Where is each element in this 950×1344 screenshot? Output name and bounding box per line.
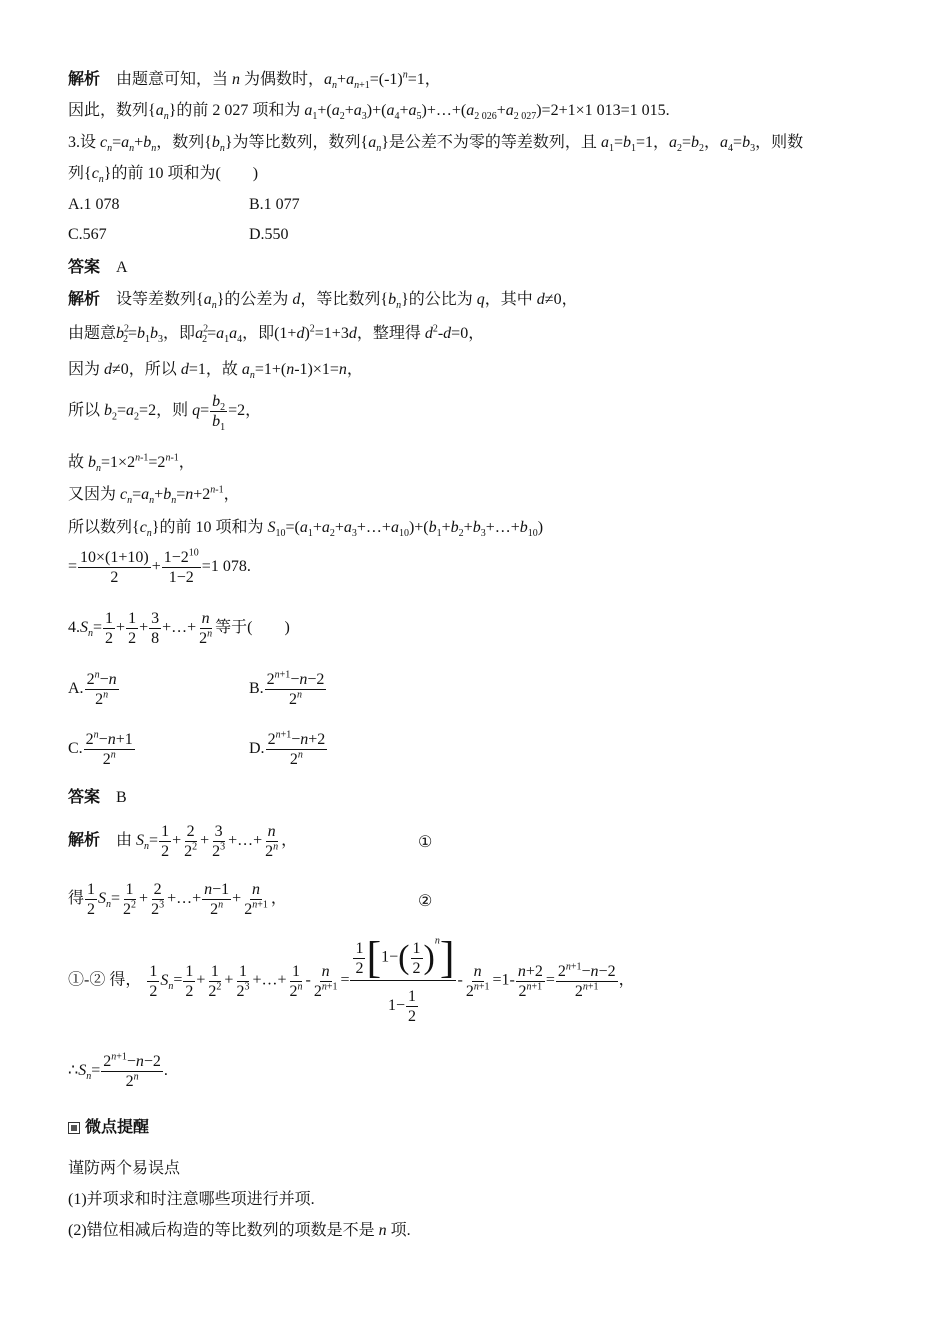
q3-solution-line-4: 所以 $b_2=a_2=2$，则 q= $\frac{b_2}{b_1}$ =2， [68,393,262,434]
answer-label: 答案 [68,789,101,806]
tip-line-2: (1)并项求和时注意哪些项进行并项. [68,1191,315,1208]
q4-answer-line [68,788,127,808]
equation-mark-1: ① [418,834,433,851]
q4-option-d: D. $\frac{2^{n+1}-n+2}{2^n}$ [249,729,326,768]
q4-answer: B [116,789,127,806]
q4-option-c: C. $\frac{2^n-n+1}{2^n}$ [68,729,133,768]
tip-line-1: 谨防两个易误点 [68,1160,181,1177]
analysis-label: 解析 [68,291,101,308]
tip-square-icon [68,1122,80,1134]
tip-header [68,1118,149,1138]
q4-solution-line-3: ①-② 得， $\frac{1}{2}$ $S_n=$ $\frac{1}{2}$ + $\frac{1}{2^2}$ + $\frac{1}{2^3}$ +…+ $\frac{1}{2^n}$ - $\frac{n}{2^{n+1}}$ = $\frac{1}{2}$ [1−( $\frac{1}{2}$ )$^n$] 1− $\frac{1}{2}$ - $\frac{n}{2^{n+1}}$ =1- $\frac{n+2}{2^{n+1}}$ = $\frac{2^{n+1}-n-2}{2^{n+1}}$ ， [68,933,635,1025]
tip-line-3: (2)错位相减后构造的等比数列的项数是不是 n 项. [68,1222,411,1239]
q3-stem-line-1: 3.设 $c_n=a_n+b_n$，数列$\{b_n\}$为等比数列，数列$\{a_n\}$是公差不为零的等差数列，且 $a_1=b_1=1$，$a_2=b_2$，$a_4=b_3$，则数 [68,134,804,155]
q3-option-a: A.1 078 [68,196,120,213]
q3-solution-line-1: 解析 设等差数列$\{a_n\}$的公差为 d，等比数列$\{b_n\}$的公比为 q，其中 d≠0， [68,291,578,312]
q3-stem-line-2: 列$\{c_n\}$的前 10 项和为( ) [68,165,259,186]
q3-solution-line-7: 所以数列$\{c_n\}$的前 10 项和为 $S_{10}=(a_1+a_2+a_3+\dots+a_{10})+(b_1+b_2+b_3+\dots+b_{10})$ [68,519,544,540]
q4-solution-line-2: 得 $\frac{1}{2}$ $S_n=$ $\frac{1}{2^2}$ + $\frac{2}{2^3}$ +…+ $\frac{n-1}{2^n}$ + $\frac{n}{2^{n+1}}$ ， [68,881,287,918]
q3-option-b: B.1 077 [249,196,300,213]
analysis-label: 解析 [68,71,101,88]
tip-title: 微点提醒 [85,1119,150,1136]
q3-solution-line-8: = $\frac{10\times(1+10)}{2}$ + $\frac{1-2^{10}}{1-2}$ =1 078. [68,547,251,586]
equation-mark-2: ② [418,893,433,910]
q3-option-d: D.550 [249,226,289,243]
q3-solution-line-3: 因为 d≠0，所以 d=1，故 $a_n=1+(n-1)\times 1=n$， [68,361,363,382]
q3-solution-line-2: 由题意$b^2_2=b_1b_3$，即$a^2_2=a_1a_4$，即$(1+d)^2=1+3d$，整理得 $d^2-d=0$， [68,323,485,346]
q4-solution-line-1: 解析 由 $S_n=$ $\frac{1}{2}$ + $\frac{2}{2^2}$ + $\frac{3}{2^3}$ +…+ $\frac{n}{2^n}$ ， [68,823,298,860]
q4-solution-line-4: $\therefore S_n=$ $\frac{2^{n+1}-n-2}{2^n}$ . [68,1051,168,1090]
analysis-label: 解析 [68,832,101,850]
q3-answer: A [116,259,128,276]
q3-solution-line-6: 又因为 $c_n=a_n+b_n=n+2^{n-1}$， [68,484,240,507]
q4-option-a: A. $\frac{2^n-n}{2^n}$ [68,669,117,708]
q3-answer-line [68,258,128,278]
answer-label: 答案 [68,259,101,276]
q4-option-b: B. $\frac{2^{n+1}-n-2}{2^n}$ [249,669,325,708]
q3-solution-line-5: 故 $b_n=1\times 2^{n-1}=2^{n-1}$， [68,452,195,475]
prev-solution-line-2: 因此，数列$\{a_n\}$的前 2 027 项和为 $a_1+(a_2+a_3)+(a_4+a_5)+\dots+(a_{2 026}+a_{2 027})=2+1\times 1$ 013=1 015. [68,102,670,123]
q4-stem: $4.S_n=$ $\frac{1}{2}$ + $\frac{1}{2}$ + $\frac{3}{8}$ +…+ $\frac{n}{2^n}$ 等于( ) [68,610,290,647]
q3-option-c: C.567 [68,226,107,243]
prev-solution-line-1: 解析 由题意可知，当 n 为偶数时，$a_n+a_{n+1}=(-1)^n=1$， [68,69,441,92]
